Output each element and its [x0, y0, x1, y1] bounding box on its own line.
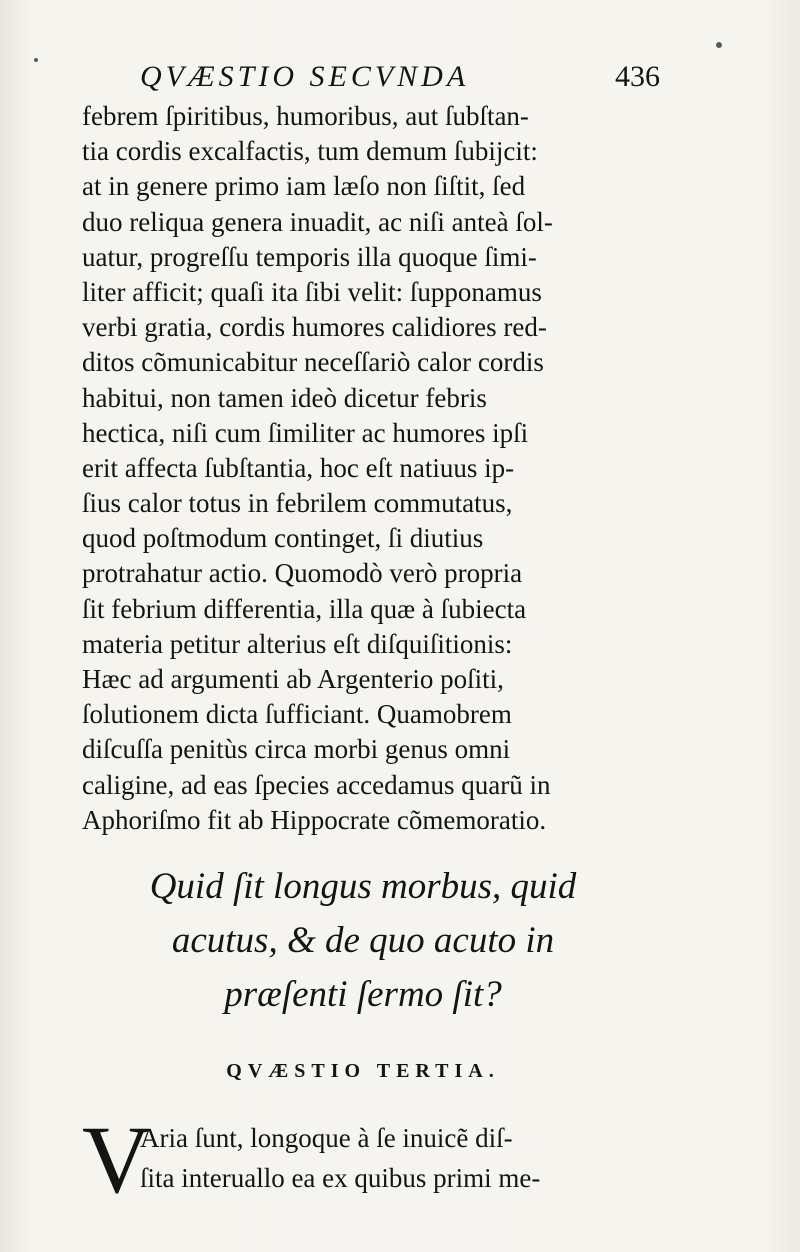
text-line: verbi gratia, cordis humores calidiores red-	[82, 312, 547, 343]
text-line: ditos cõmunicabitur neceſſariò calor cordis	[82, 347, 544, 378]
ink-speck	[716, 42, 722, 48]
page-header	[140, 60, 660, 100]
heading-line: acutus, & de quo acuto in	[171, 920, 555, 961]
text-line: ſit febrium differentia, illa quæ à ſubiecta	[82, 593, 527, 624]
text-line: caligine, ad eas ſpecies accedamus quarũ in	[82, 769, 551, 800]
text-line: duo reliqua genera inuadit, ac niſi anteà ſol-	[82, 206, 553, 237]
section-heading	[82, 860, 644, 1022]
ink-speck	[34, 58, 38, 62]
text-line: ſolutionem dicta ſufficiant. Quamobrem	[82, 699, 512, 730]
text-line: hectica, niſi cum ſimiliter ac humores ipſi	[82, 417, 529, 448]
text-line: tia cordis excalfactis, tum demum ſubijcit:	[82, 136, 538, 167]
opening-paragraph	[82, 1106, 644, 1218]
text-line: uatur, progreſſu temporis illa quoque ſimi-	[82, 241, 537, 272]
text-line: Aphoriſmo fit ab Hippocrate cõmemoratio.	[82, 804, 547, 835]
text-line: Aria ſunt, longoque à ſe inuicẽ diſ-	[140, 1123, 513, 1153]
running-title: QVÆSTIO SECVNDA	[140, 60, 470, 93]
text-line: quod poſtmodum continget, ſi diutius	[82, 523, 484, 554]
text-line: erit affecta ſubſtantia, hoc eſt natiuus ip-	[82, 452, 515, 483]
heading-line: præſenti ſermo ſit?	[224, 974, 502, 1015]
text-line: liter afficit; quaſi ita ſibi velit: ſupponamus	[82, 276, 542, 307]
body-paragraph	[82, 99, 644, 838]
text-line: materia petitur alterius eſt diſquiſitionis:	[82, 628, 513, 659]
question-title: QVÆSTIO TERTIA.	[226, 1060, 500, 1082]
text-line: Hæc ad argumenti ab Argenterio poſiti,	[82, 664, 504, 694]
drop-cap: V	[82, 1106, 152, 1213]
page-number: 436	[615, 60, 660, 93]
text-line: ſius calor totus in febrilem commutatus,	[82, 488, 513, 519]
text-line: protrahatur actio. Quomodò verò propria	[82, 558, 523, 589]
text-line: febrem ſpiritibus, humoribus, aut ſubſtan-	[82, 101, 529, 131]
text-line: diſcuſſa penitùs circa morbi genus omni	[82, 734, 511, 765]
heading-line: Quid ſit longus morbus, quid	[149, 866, 577, 907]
text-line: ſita interuallo ea ex quibus primi me-	[140, 1163, 541, 1193]
text-line: habitui, non tamen ideò dicetur febris	[82, 382, 487, 413]
text-line: at in genere primo iam læſo non ſiſtit, ſed	[82, 171, 526, 202]
